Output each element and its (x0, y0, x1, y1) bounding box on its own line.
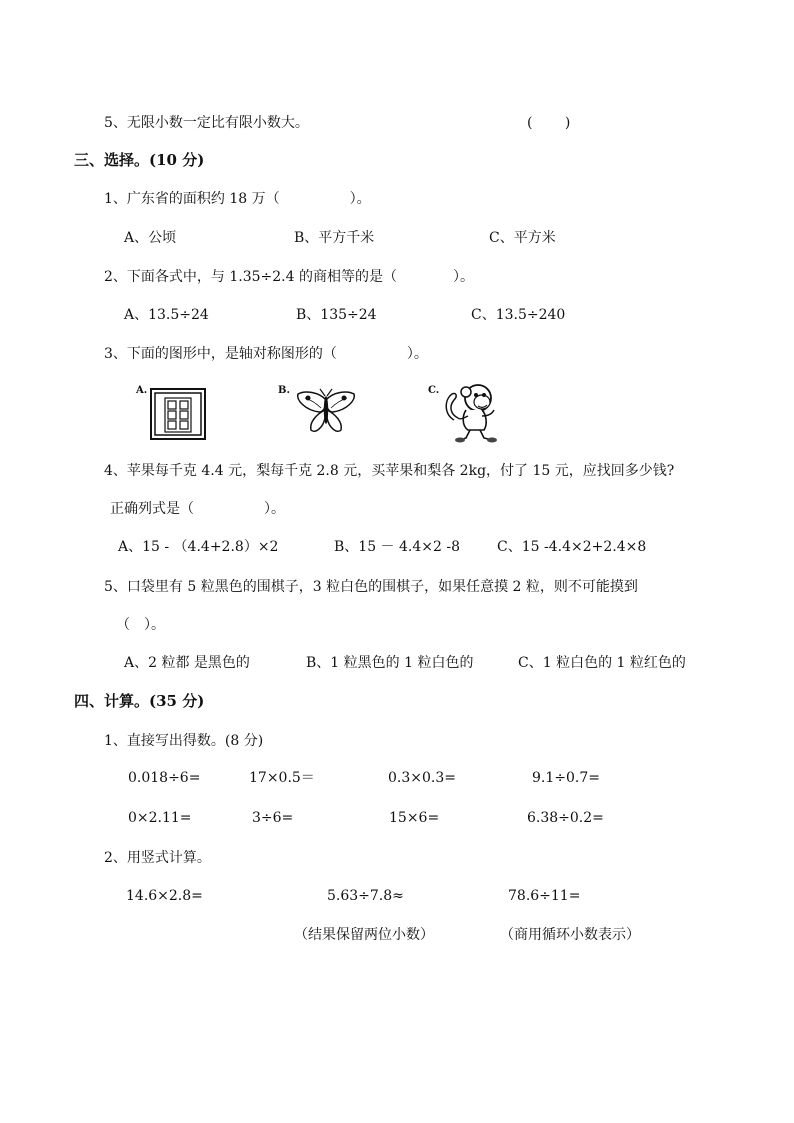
monkey-icon[interactable] (440, 380, 506, 444)
calc-q2-note-repeating: （商用循环小数表示） (500, 927, 640, 943)
choice-q5-stem-line2: （ ）。 (116, 617, 165, 633)
calc-q1-r2-item4: 6.38÷0.2= (527, 810, 604, 826)
choice-q2-option-c[interactable]: C、13.5÷240 (471, 307, 566, 323)
choice-q4-stem-line1: 4、苹果每千克 4.4 元，梨每千克 2.8 元，买苹果和梨各 2kg，付了 15 元，应找回多少钱? (104, 463, 675, 479)
choice-q4-option-c[interactable]: C、15 -4.4×2+2.4×8 (497, 539, 647, 555)
choice-q3-label-b: B. (278, 385, 290, 396)
section-choice-heading: 三、选择。(10 分) (74, 151, 205, 169)
judge-q5-answer-blank[interactable]: ( ) (527, 115, 571, 131)
choice-q5-option-a[interactable]: A、2 粒都 是黑色的 (124, 655, 250, 671)
choice-q1-option-a[interactable]: A、公顷 (124, 230, 177, 246)
calc-q2-item2: 5.63÷7.8≈ (327, 888, 404, 904)
choice-q1-option-b[interactable]: B、平方千米 (294, 230, 375, 246)
choice-q4-option-a[interactable]: A、15 - （4.4+2.8）×2 (118, 539, 279, 555)
calc-q1-r2-item2: 3÷6= (252, 810, 294, 826)
choice-q4-stem-line2: 正确列式是（ ）。 (110, 501, 285, 517)
choice-q2-option-a[interactable]: A、13.5÷24 (124, 307, 209, 323)
calc-q1-r1-item2: 17×0.5＝ (249, 770, 315, 786)
choice-q5-option-b[interactable]: B、1 粒黑色的 1 粒白色的 (306, 655, 474, 671)
calc-q2-item3: 78.6÷11= (508, 888, 581, 904)
choice-q4-option-b[interactable]: B、15 － 4.4×2 -8 (334, 539, 460, 555)
choice-q3-label-a: A. (136, 385, 148, 396)
calc-q1-stem: 1、直接写出得数。(8 分) (104, 733, 264, 749)
calc-q1-r2-item3: 15×6= (389, 810, 440, 826)
choice-q5-option-c[interactable]: C、1 粒白色的 1 粒红色的 (518, 655, 686, 671)
section-calc-heading: 四、计算。(35 分) (74, 692, 205, 710)
choice-q2-option-b[interactable]: B、135÷24 (296, 307, 377, 323)
judge-q5-text: 5、无限小数一定比有限小数大。 (104, 115, 309, 131)
calc-q2-note-rounding: （结果保留两位小数） (294, 927, 434, 943)
butterfly-icon[interactable] (295, 388, 357, 436)
window-icon[interactable] (150, 388, 206, 440)
calc-q1-r2-item1: 0×2.11= (128, 810, 192, 826)
choice-q1-stem: 1、广东省的面积约 18 万（ ）。 (104, 191, 371, 207)
choice-q5-stem-line1: 5、口袋里有 5 粒黑色的围棋子，3 粒白色的围棋子，如果任意摸 2 粒，则不可能摸到 (104, 579, 638, 595)
calc-q1-r1-item4: 9.1÷0.7= (532, 770, 600, 786)
choice-q3-stem: 3、下面的图形中，是轴对称图形的（ ）。 (104, 346, 428, 362)
calc-q1-r1-item1: 0.018÷6= (128, 770, 201, 786)
choice-q3-label-c: C. (428, 385, 440, 396)
calc-q2-item1: 14.6×2.8= (126, 888, 203, 904)
calc-q2-stem: 2、用竖式计算。 (104, 850, 211, 866)
choice-q2-stem: 2、下面各式中，与 1.35÷2.4 的商相等的是（ ）。 (104, 269, 474, 285)
choice-q1-option-c[interactable]: C、平方米 (489, 230, 556, 246)
calc-q1-r1-item3: 0.3×0.3= (388, 770, 456, 786)
